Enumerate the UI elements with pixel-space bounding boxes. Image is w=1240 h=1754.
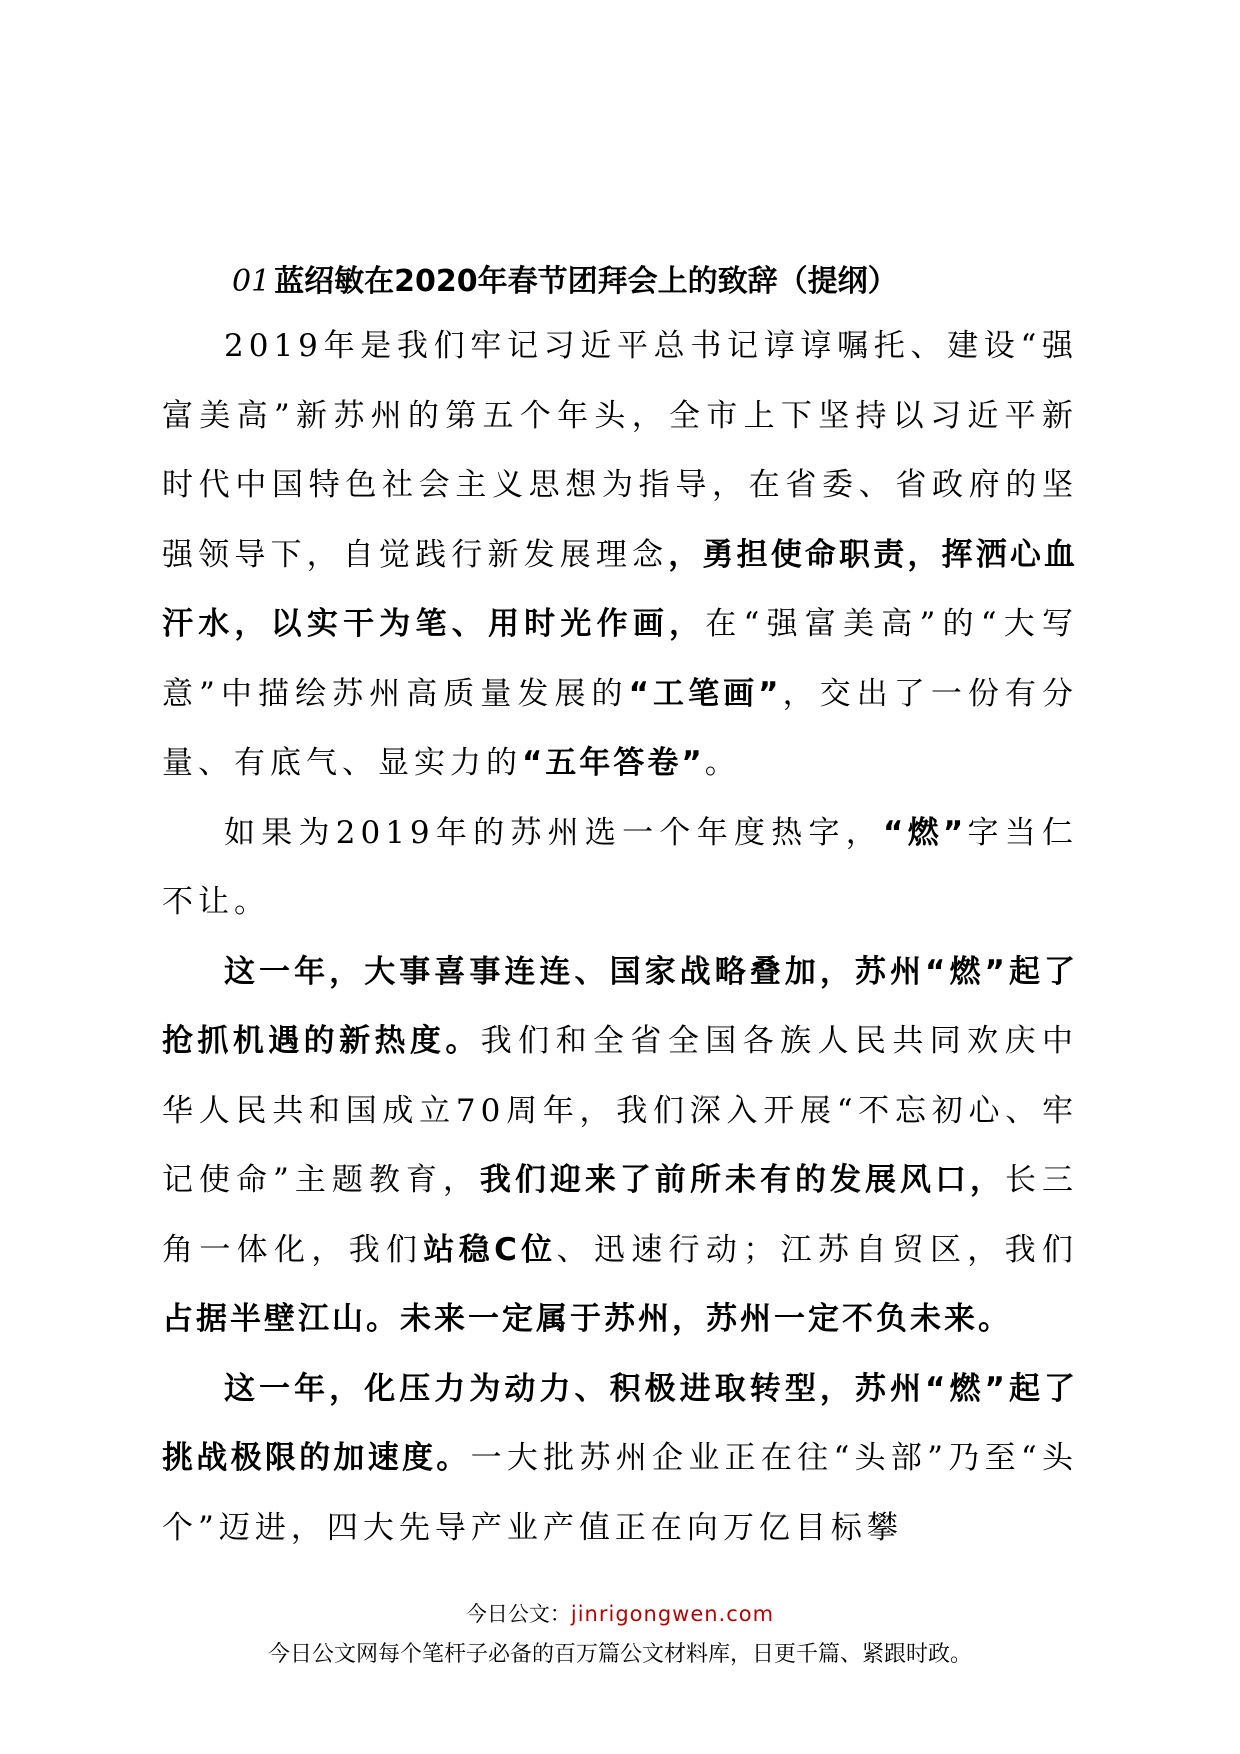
title-number: 01 <box>232 264 271 299</box>
emphasis-text: “五年答卷” <box>522 745 705 781</box>
footer-site-line <box>0 1598 1240 1628</box>
emphasis-text: 站稳C位 <box>423 1231 557 1268</box>
document-title <box>232 256 898 300</box>
footer-slogan: 今日公文网每个笔杆子必备的百万篇公文材料库，日更千篇、紧跟时政。 <box>267 1642 972 1667</box>
emphasis-text: 这一年，化压力为动力、积极进取转型，苏州“燃”起了挑战极限的加速度。 <box>162 1370 1078 1476</box>
body-text-run: 字当仁不让。 <box>162 814 1078 920</box>
body-paragraph <box>162 799 1078 938</box>
body-text-run: 一大批苏州企业正在往“头部”乃至“头个”迈进，四大先导产业产值正在向万亿目标攀 <box>162 1440 1079 1546</box>
body-text-run: 。 <box>704 745 741 781</box>
footer-site-label: 今日公文： <box>465 1602 571 1626</box>
body-text-run: 、迅速行动；江苏自贸区，我们 <box>556 1231 1078 1268</box>
title-text: 蓝绍敏在2020年春节团拜会上的致辞（提纲） <box>274 264 898 299</box>
body-text-run: 如果为2019年的苏州选一个年度热字， <box>224 814 883 851</box>
body-text-run: 在“强富美高”的“大写意”中描绘苏州高质量发展的 <box>162 606 1079 712</box>
body-text-run: 我们和全省全国各族人民共同欢庆中华人民共和国成立70周年，我们深入开展“不忘初心、牢记使命”主题教育， <box>162 1023 1078 1198</box>
document-body <box>162 312 1078 1563</box>
footer-site-link[interactable]: jinrigongwen.com <box>570 1602 775 1626</box>
body-text-run: 2019年是我们牢记习近平总书记谆谆嘱托、建设“强富美高”新苏州的第五个年头，全市上下坚持以习近平新时代中国特色社会主义思想为指导，在省委、省政府的坚强领导下，自觉践行新发展理念 <box>162 328 1078 573</box>
body-text-run: 长三角一体化，我们 <box>162 1162 1079 1268</box>
emphasis-text: 占据半壁江山。未来一定属于苏州，苏州一定不负未来。 <box>162 1301 1012 1337</box>
body-paragraph <box>162 1355 1078 1564</box>
emphasis-text: “燃” <box>882 814 967 851</box>
body-paragraph <box>162 938 1078 1355</box>
body-paragraph <box>162 312 1078 799</box>
emphasis-text: ，勇担使命职责，挥洒心血汗水，以实干为笔、用时光作画， <box>162 536 1079 642</box>
emphasis-text: “工笔画” <box>628 675 782 712</box>
emphasis-text: 这一年，大事喜事连连、国家战略叠加，苏州“燃”起了抢抓机遇的新热度。 <box>162 953 1078 1059</box>
body-text-run: ，交出了一份有分量、有底气、显实力的 <box>162 675 1079 781</box>
emphasis-text: 我们迎来了前所未有的发展风口， <box>479 1162 1005 1198</box>
